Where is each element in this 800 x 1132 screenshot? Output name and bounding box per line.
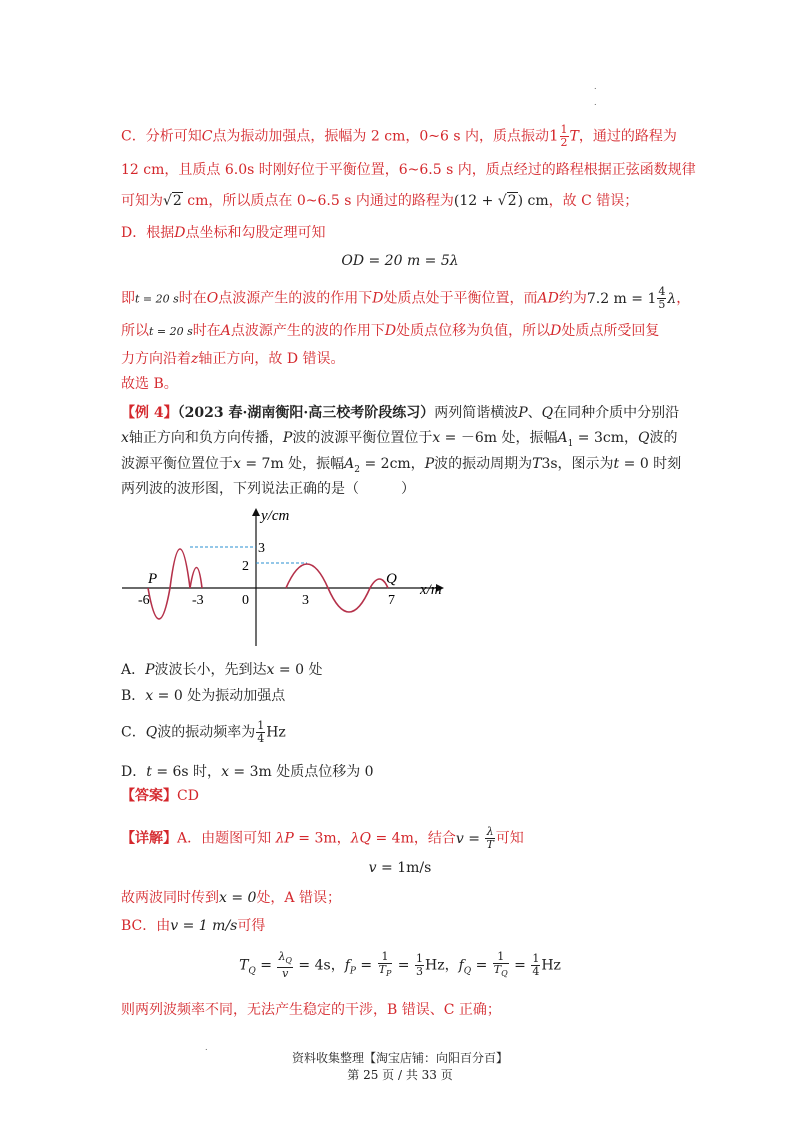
option-d-analysis-line-3: 所以t = 20 s时在A点波源产生的波的作用下D处质点位移为负值，所以D处质点所受回复 [121,323,660,339]
sqrt-2-expression: √2 [163,193,182,209]
y-axis-arrow-icon [252,508,260,516]
example-4-line-4: 两列波的波形图，下列说法正确的是（ ） [121,481,415,497]
tick-x-0: 0 [242,593,249,608]
period-frequency-formula: $T_Q$ = $\frac{\lambda_Q}{v}$ = 4s，$f_P$ = $\frac{1}{T_P}$ = $\frac{1}{3}$ Hz，$f_Q$ = $\frac{1}{T_Q}$ = $\frac{1}{4}$ Hz [239,950,561,981]
example-4-line-1: 【例 4】（2023 春·湖南衡阳·高三校考阶段练习）两列简谐横波P、Q在同种介质中分别沿 [121,405,680,421]
od-formula: OD = 20 m = 5λ [341,253,459,269]
tick-x-neg6: -6 [138,593,150,608]
option-b: B．x = 0 处为振动加强点 [121,688,286,704]
corner-dot: . [594,82,597,91]
option-d-analysis-line-4: 力方向沿着z轴正方向，故 D 错误。 [121,351,345,367]
option-c-analysis-line-1: C．分析可知C点为振动加强点，振幅为 2 cm，0~6 s 内，质点振动1 $\frac{1}{2}$ T，通过的路程为 [121,123,677,149]
footer-mark: . [205,1043,208,1052]
example-4-line-2: x轴正方向和负方向传播，P波的波源平衡位置位于x = －6m 处，振幅$A_1 = 3cm$，Q波的 [121,430,678,449]
detail-line-4: 则两列波频率不同，无法产生稳定的干涉，B 错误、C 正确； [121,1002,501,1018]
path-length-expression: (12 + √2) cm [453,193,549,209]
detail-line-2: 故两波同时传到x = 0处，A 错误； [121,890,341,906]
wave-diagram [118,500,458,650]
tick-x-3: 3 [302,593,309,608]
option-c: C．Q波的振动频率为 $\frac{1}{4}$ Hz [121,719,286,745]
p-wave-label: P [148,571,158,587]
tick-x-neg3: -3 [192,593,204,608]
x-axis-label: x/m [420,582,442,598]
wave-p-tail [190,568,202,589]
conclusion: 故选 B。 [121,376,178,392]
corner-dot: . [594,98,597,107]
fraction-half: $\frac{1}{2}$ [560,123,568,149]
tick-y-3: 3 [258,541,265,556]
tick-x-7: 7 [388,593,395,608]
answer: 【答案】CD [121,788,199,804]
example-4-line-3: 波源平衡位置位于x = 7m 处，振幅$A_2 = 2cm$，P波的振动周期为T3s，图示为t = 0 时刻 [121,456,682,475]
option-d: D．t = 6s 时，x = 3m 处质点位移为 0 [121,764,374,780]
detail-line-3: BC．由v = 1 m/s可得 [121,918,266,934]
speed-formula: v = 1m/s [368,860,432,876]
q-wave-label: Q [386,571,397,587]
option-d-analysis-line-1: D．根据D点坐标和勾股定理可知 [121,225,326,241]
option-c-analysis-line-2: 12 cm，且质点 6.0s 时刚好位于平衡位置，6~6.5 s 内，质点经过的路程根据正弦函数规律 [121,162,696,178]
footer-source: 资料收集整理【淘宝店铺：向阳百分百】 [291,1051,508,1065]
y-axis-label: y/cm [261,508,290,524]
option-d-analysis-line-2: 即t = 20 s时在O点波源产生的波的作用下D处质点处于平衡位置，而AD约为7.2 m = 1 $\frac{4}{5}$ λ， [121,285,691,311]
option-a: A．P波波长小，先到达x = 0 处 [121,662,323,678]
page-number: 第 25 页 / 共 33 页 [347,1068,453,1082]
tick-y-2: 2 [242,559,249,574]
option-c-analysis-line-3: 可知为√2 cm，所以质点在 0~6.5 s 内通过的路程为(12 + √2) cm，故 C 错误； [121,193,639,209]
detail-line-1: 【详解】A．由题图可知 λP = 3m，λQ = 4m，结合v = $\frac{\lambda}{T}$ 可知 [121,825,524,851]
